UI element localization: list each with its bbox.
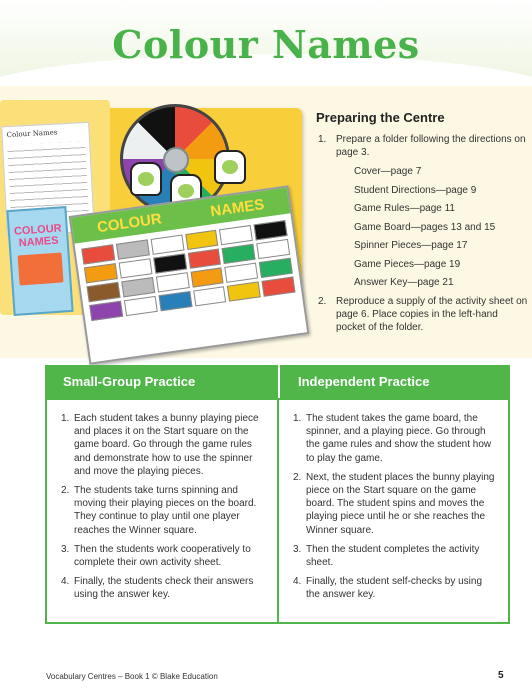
product-photo [0,90,305,355]
materials-item: Answer Key—page 21 [354,277,454,288]
footer-credit: Vocabulary Centres – Book 1 © Blake Education [46,672,218,681]
worksheet-title: Colour Names [6,128,58,140]
preparing-section [316,110,530,340]
board-square [222,244,256,264]
list-item: 1. The student takes the game board, the spinner, and a playing piece. Go through the game rules and show the student how to play the game. [293,413,492,464]
independent-list [279,400,508,602]
materials-item: Game Pieces—page 19 [354,258,461,270]
list-item-text: Finally, the students check their answers using the answer key. [74,576,254,601]
board-square [193,286,227,306]
board-square [259,258,293,278]
list-item: 3. Then the students work cooperatively to complete their own activity sheet. [61,543,251,569]
small-group-panel [45,398,279,624]
board-square [254,220,288,240]
step-number: 1. [318,134,327,145]
board-word: NAMES [209,195,266,220]
materials-item: Cover—page 7 [354,166,422,177]
list-item-text: Finally, the student self-checks by using the answer key. [306,576,483,601]
bunny-piece-icon [130,162,162,196]
list-item: 2. Next, the student places the bunny playing piece on the Start square on the game board. The student spins and moves the playing piece until he or she reaches the Winner square. [293,471,495,536]
list-item-text: The student takes the game board, the spinner, and a playing piece. Go through the game rules and show the student how to play the game. [306,413,492,464]
bunny-piece-icon [214,150,246,184]
preparing-heading: Preparing the Centre [316,110,445,125]
small-group-heading: Small-Group Practice [45,365,278,398]
materials-item: Game Rules—page 11 [354,203,455,214]
list-item: 1. Each student takes a bunny playing piece and places it on the Start square on the game board. Go through the game rules and demonstrate how to use the spinner and move the playing pieces. [61,413,259,477]
board-square [262,277,296,297]
list-item: 4. Finally, the student self-checks by using the answer key. [293,576,483,601]
list-item-text: Each student takes a bunny playing piece and places it on the Start square on the game board. Go through the game rules and demonstrate how to use the spinner and move the playing pieces. [74,413,259,477]
small-group-list [47,400,277,602]
board-square [158,291,192,311]
materials-item: Game Board—pages 13 and 15 [354,221,496,233]
board-square [256,239,290,259]
board-square [84,263,118,283]
page-title: Colour Names [112,22,420,67]
list-item: 4. Finally, the students check their answers using the answer key. [61,576,254,601]
list-item-text: The students take turns spinning and moving their playing pieces on the board. They continue to play until one player reaches the Winner square. [74,485,257,536]
board-square [190,267,224,287]
spinner-hub [163,147,189,173]
board-square [89,301,123,321]
worksheet-lines [7,141,89,215]
board-square [124,296,158,316]
game-board [69,185,310,364]
game-box-image [18,252,64,285]
list-item-text: Then the students work cooperatively to complete their own activity sheet. [74,543,251,569]
board-square [81,244,115,264]
board-square [121,277,155,297]
board-square [118,258,152,278]
game-box [6,206,73,316]
list-item-text: Next, the student places the bunny playing piece on the Start square on the game board. The student spins and moves the playing piece until he or she reaches the Winner square. [306,471,495,536]
board-square [185,230,219,250]
board-square [150,235,184,255]
preparing-step [316,133,530,159]
board-square [225,263,259,283]
board-square [87,282,121,302]
preparing-step [316,295,530,334]
page-number: 5 [498,670,504,681]
board-word: COLOUR [95,209,163,236]
board-square [187,249,221,269]
board-square [116,239,150,259]
list-item-text: Then the student completes the activity sheet. [306,543,480,569]
preparing-step-text: Prepare a folder following the directions on page 3. [336,134,526,158]
list-item: 2. The students take turns spinning and moving their playing pieces on the board. They continue to play until one player reaches the Winner square. [61,485,257,536]
independent-panel [277,398,510,624]
game-box-title: COLOUR NAMES [13,222,63,250]
materials-item: Spinner Pieces—page 17 [354,240,468,251]
board-square [153,253,187,273]
board-square [227,281,261,301]
step-number: 2. [318,295,327,307]
materials-item: Student Directions—page 9 [354,184,477,196]
preparing-step-text: Reproduce a supply of the activity sheet on page 6. Place copies in the left-hand pocket of the folder. [336,295,528,333]
list-item: 3. Then the student completes the activity sheet. [293,543,480,569]
board-square [156,272,190,292]
board-square [219,225,253,245]
independent-heading: Independent Practice [278,365,510,398]
